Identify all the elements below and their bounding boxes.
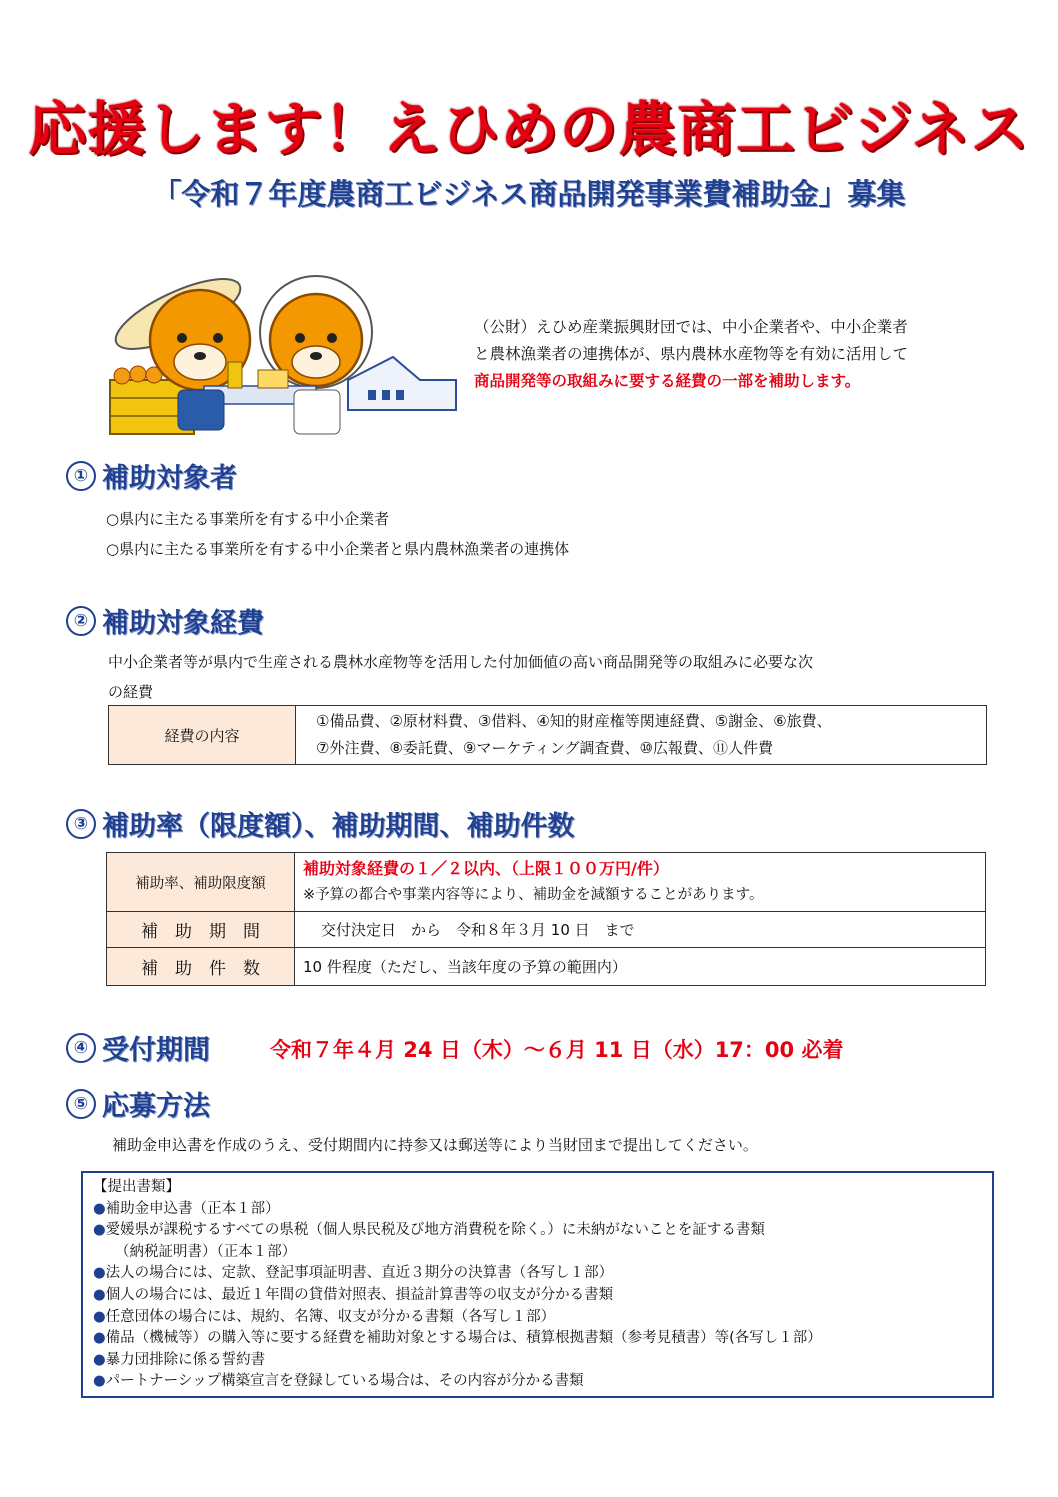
expense-items-line-1: ①備品費、②原材料費、③借料、④知的財産権等関連経費、⑤謝金、⑥旅費、 bbox=[316, 712, 832, 730]
subsidy-period-value: 交付決定日 から 令和８年３月 10 日 まで bbox=[295, 912, 986, 948]
intro-line-2: と農林漁業者の連携体が、県内農林水産物等を有効に活用して bbox=[474, 345, 909, 363]
subsidy-rate-value: 補助対象経費の１／２以内、（上限１００万円/件） bbox=[303, 859, 669, 878]
eligibility-item-2: ○県内に主たる事業所を有する中小企業者と県内農林漁業者の連携体 bbox=[106, 540, 570, 558]
subsidy-rate-label: 補助率、補助限度額 bbox=[107, 853, 295, 912]
subsidy-terms-table bbox=[106, 852, 986, 986]
section-1-title: 補助対象者 bbox=[102, 463, 237, 494]
section-2-desc-line-2: の経費 bbox=[108, 683, 154, 701]
document-item-continuation: （納税証明書）（正本１部） bbox=[115, 1243, 297, 1260]
section-2-description bbox=[108, 647, 1008, 707]
section-1-number: ① bbox=[66, 461, 96, 491]
expense-label-cell: 経費の内容 bbox=[109, 706, 296, 765]
required-documents-box bbox=[81, 1171, 994, 1398]
bullet-icon: ● bbox=[93, 1265, 106, 1282]
document-item: ●任意団体の場合には、規約、名簿、収支が分かる書類（各写し１部） bbox=[93, 1308, 556, 1325]
application-period: 令和７年４月 24 日（木）～６月 11 日（水）17：00 必着 bbox=[270, 1038, 844, 1062]
section-1-heading bbox=[66, 456, 237, 495]
section-2-title: 補助対象経費 bbox=[102, 608, 264, 639]
bullet-icon: ● bbox=[93, 1308, 106, 1325]
intro-line-3: 商品開発等の取組みに要する経費の一部を補助します。 bbox=[474, 372, 861, 390]
document-item: ●備品（機械等）の購入等に要する経費を補助対象とする場合は、積算根拠書類（参考見積書）等(各写し１部） bbox=[93, 1330, 822, 1347]
section-3-title: 補助率（限度額）、補助期間、補助件数 bbox=[102, 811, 575, 842]
section-4-title: 受付期間 bbox=[102, 1035, 210, 1066]
section-3-number: ③ bbox=[66, 809, 96, 839]
section-3-heading bbox=[66, 804, 575, 843]
section-4-number: ④ bbox=[66, 1033, 96, 1063]
bullet-icon: ● bbox=[93, 1286, 106, 1303]
document-item: ●法人の場合には、定款、登記事項証明書、直近３期分の決算書（各写し１部） bbox=[93, 1265, 614, 1282]
subsidy-rate-cell bbox=[295, 853, 986, 912]
document-item: ●パートナーシップ構築宣言を登録している場合は、その内容が分かる書類 bbox=[93, 1373, 584, 1390]
mascot-illustration bbox=[108, 262, 460, 440]
bullet-icon: ● bbox=[93, 1200, 106, 1217]
expense-table bbox=[108, 705, 987, 765]
eligibility-item-1: ○県内に主たる事業所を有する中小企業者 bbox=[106, 510, 390, 528]
documents-header: 【提出書類】 bbox=[93, 1179, 180, 1195]
section-5-title: 応募方法 bbox=[102, 1091, 210, 1122]
subsidy-count-label: 補 助 件 数 bbox=[107, 948, 295, 986]
subsidy-rate-note: ※予算の都合や事業内容等により、補助金を減額することがあります。 bbox=[303, 887, 764, 903]
bullet-icon: ● bbox=[93, 1373, 106, 1390]
expense-items-line-2: ⑦外注費、⑧委託費、⑨マーケティング調査費、⑩広報費、⑪人件費 bbox=[316, 739, 773, 757]
bullet-icon: ● bbox=[93, 1351, 106, 1368]
expense-items-cell bbox=[296, 706, 987, 765]
section-2-heading bbox=[66, 601, 264, 640]
intro-text bbox=[474, 314, 1014, 395]
section-5-number: ⑤ bbox=[66, 1089, 96, 1119]
bullet-icon: ● bbox=[93, 1222, 106, 1239]
section-2-number: ② bbox=[66, 606, 96, 636]
section-1-body bbox=[106, 504, 569, 564]
subsidy-count-value: 10 件程度（ただし、当該年度の予算の範囲内） bbox=[295, 948, 986, 986]
main-title: 応援します！えひめの農商工ビジネス bbox=[28, 95, 1030, 163]
document-item: ●暴力団排除に係る誓約書 bbox=[93, 1351, 266, 1368]
section-4-heading bbox=[66, 1028, 210, 1067]
bullet-icon: ● bbox=[93, 1330, 106, 1347]
subsidy-period-label: 補 助 期 間 bbox=[107, 912, 295, 948]
application-method: 補助金申込書を作成のうえ、受付期間内に持参又は郵送等により当財団まで提出してください。 bbox=[112, 1136, 758, 1154]
document-item: ●個人の場合には、最近１年間の貸借対照表、損益計算書等の収支が分かる書類 bbox=[93, 1286, 614, 1303]
sub-title: 「令和７年度農商工ビジネス商品開発事業費補助金」募集 bbox=[152, 177, 906, 211]
section-5-heading bbox=[66, 1084, 210, 1123]
document-item: ●愛媛県が課税するすべての県税（個人県民税及び地方消費税を除く。）に未納がないことを証する書類 bbox=[93, 1222, 765, 1239]
section-2-desc-line-1: 中小企業者等が県内で生産される農林水産物等を活用した付加価値の高い商品開発等の取組みに必要な次 bbox=[108, 653, 814, 671]
document-item: ●補助金申込書（正本１部） bbox=[93, 1200, 280, 1217]
intro-line-1: （公財）えひめ産業振興財団では、中小企業者や、中小企業者 bbox=[474, 318, 908, 336]
